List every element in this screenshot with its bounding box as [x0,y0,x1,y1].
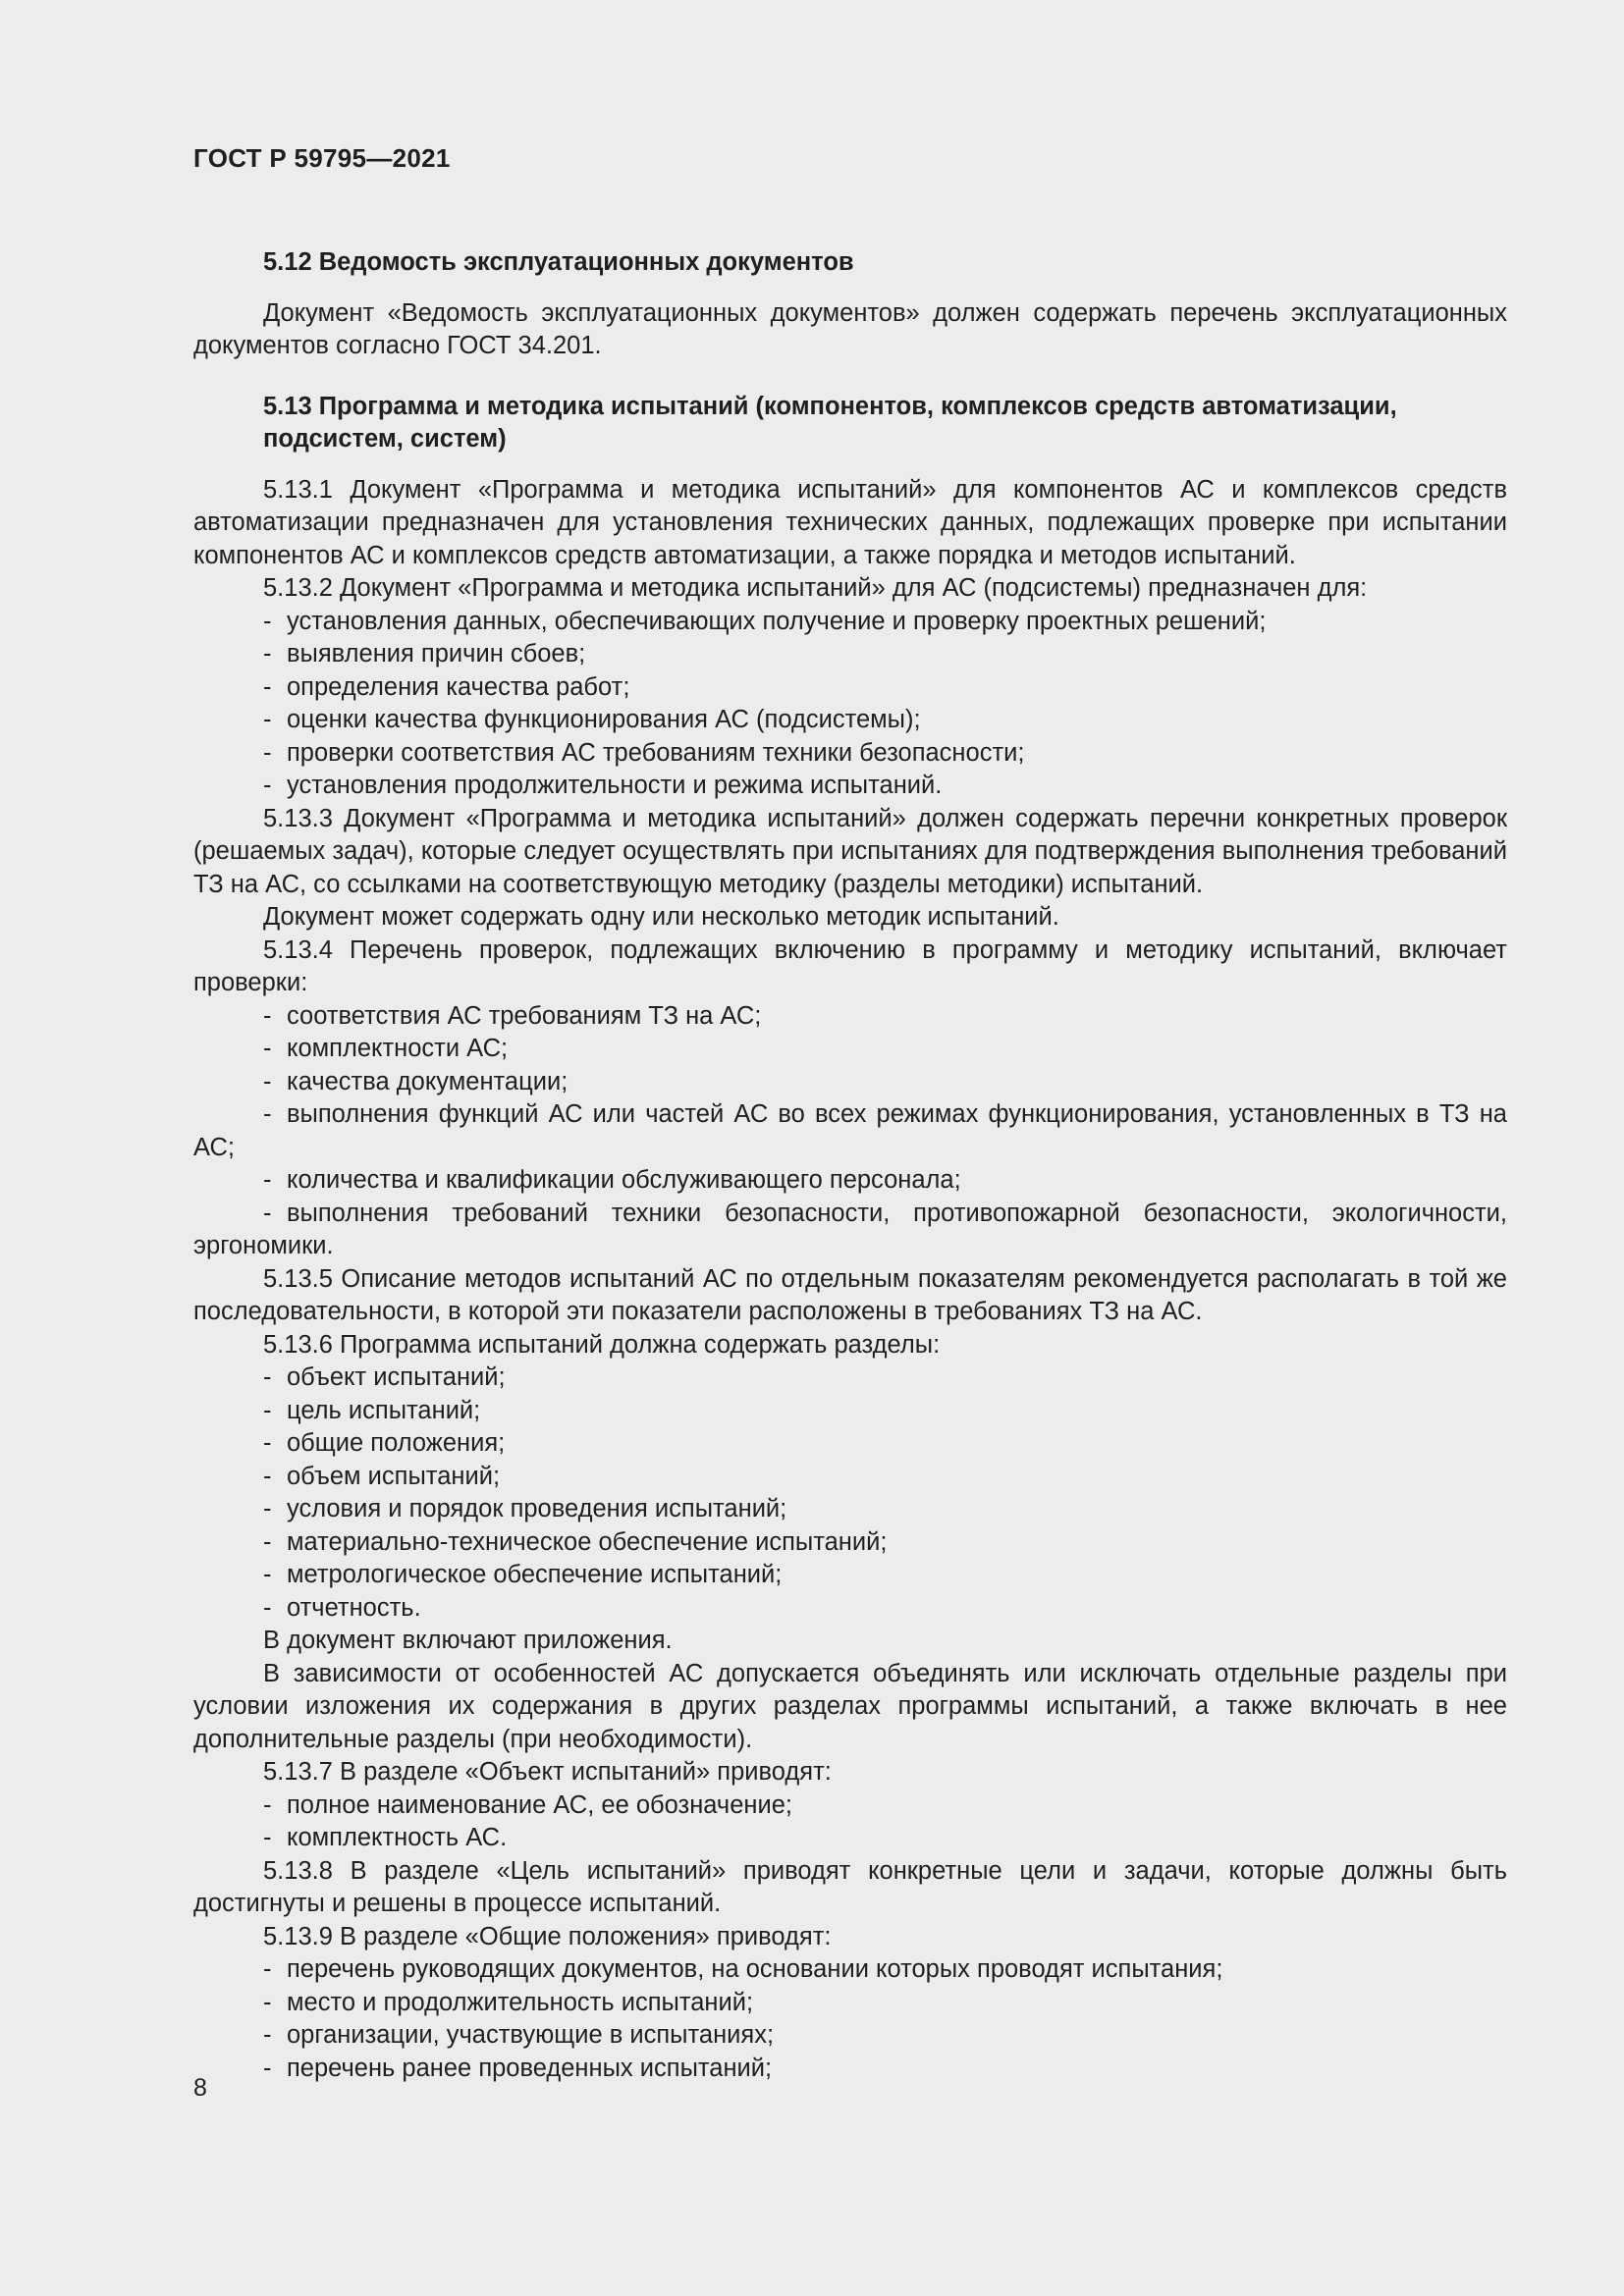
list-item-text: установления данных, обеспечивающих получение и проверку проектных решений; [287,607,1267,635]
list-item-text: организации, участвующие в испытаниях; [287,2021,775,2049]
list-item [193,737,1507,771]
list-item [193,1098,1507,1164]
list-item [193,1493,1507,1526]
list-dash: - [263,1593,272,1622]
list-dash: - [263,1790,272,1819]
list-dash: - [263,640,272,667]
list-item [193,1987,1507,2020]
list-item [193,2019,1507,2053]
list-item [193,1000,1507,1034]
list-item [193,1362,1507,1395]
list-dash: - [263,1067,272,1095]
list-item-text: проверки соответствия АС требованиям техники безопасности; [287,738,1025,767]
list-item-text: определения качества работ; [287,672,630,701]
paragraph: 5.13.4 Перечень проверок, подлежащих включению в программу и методику испытаний, включает проверки: [193,935,1507,996]
section-heading: 5.12 Ведомость эксплуатационных документов [263,248,854,276]
list-item [193,638,1507,671]
list-item-text: место и продолжительность испытаний; [287,1988,754,2016]
section-heading: 5.13 Программа и методика испытаний (компонентов, комплексов средств автоматизации, подсистем, систем) [263,392,1397,453]
list-dash: - [263,1100,272,1128]
list-dash: - [263,1988,272,2016]
list-dash: - [263,1462,272,1490]
list-item [193,1526,1507,1560]
list-item [193,1559,1507,1592]
paragraph: 5.13.1 Документ «Программа и методика испытаний» для компонентов АС и комплексов средств автоматизации предназначен для установления технических данных, подлежащих проверке при испытании компонентов АС и комплексов средств автоматизации, а также порядка и методов испытаний. [193,475,1507,569]
list-dash: - [263,1561,272,1588]
list-item-text: цель испытаний; [287,1396,481,1424]
list-item [193,1164,1507,1198]
list-dash: - [263,607,272,635]
list-dash: - [263,2021,272,2049]
list-item-text: соответствия АС требованиям ТЗ на АС; [287,1001,762,1030]
document-body [193,246,1507,2085]
paragraph: 5.13.6 Программа испытаний должна содержать разделы: [263,1330,941,1359]
list-dash: - [263,1035,272,1062]
list-item [193,1461,1507,1494]
paragraph: 5.13.8 В разделе «Цель испытаний» приводят конкретные цели и задачи, которые должны быть достигнуты и решены в процессе испытаний. [193,1856,1507,1917]
list-dash: - [263,2054,272,2082]
list-item [193,671,1507,705]
list-item-text: выполнения требований техники безопасности, противопожарной безопасности, экологичности, эргономики. [193,1199,1507,1259]
list-item-text: выявления причин сбоев; [287,640,586,667]
list-item-text: комплектность АС. [287,1824,508,1851]
list-item-text: выполнения функций АС или частей АС во всех режимах функционирования, установленных в ТЗ на АС; [193,1100,1507,1161]
list-item [193,1427,1507,1461]
paragraph: Документ может содержать одну или несколько методик испытаний. [263,903,1059,931]
list-item [193,704,1507,737]
list-item-text: полное наименование АС, ее обозначение; [287,1790,792,1819]
list-item-text: качества документации; [287,1067,568,1095]
list-dash: - [263,706,272,733]
list-item-text: условия и порядок проведения испытаний; [287,1495,787,1522]
list-dash: - [263,1429,272,1457]
list-item [193,1592,1507,1626]
list-item-text: общие положения; [287,1429,506,1457]
list-dash: - [263,1527,272,1556]
list-dash: - [263,772,272,799]
list-item-text: объект испытаний; [287,1363,506,1391]
list-item [193,606,1507,639]
list-item [193,1822,1507,1855]
list-dash: - [263,738,272,767]
list-dash: - [263,1001,272,1030]
list-item-text: метрологическое обеспечение испытаний; [287,1561,783,1588]
list-dash: - [263,1199,272,1227]
list-item [193,770,1507,803]
list-dash: - [263,1955,272,1983]
list-item-text: оценки качества функционирования АС (подсистемы); [287,706,921,733]
document-header: ГОСТ Р 59795—2021 [193,143,451,173]
list-dash: - [263,1495,272,1522]
list-item-text: перечень руководящих документов, на основании которых проводят испытания; [287,1955,1223,1983]
paragraph: 5.13.7 В разделе «Объект испытаний» приводят: [263,1758,832,1786]
paragraph: 5.13.2 Документ «Программа и методика испытаний» для АС (подсистемы) предназначен для: [263,574,1368,602]
list-dash: - [263,672,272,701]
list-item [193,2053,1507,2086]
list-dash: - [263,1396,272,1424]
paragraph: В зависимости от особенностей АС допускается объединять или исключать отдельные разделы при условии изложения их содержания в других разделах программы испытаний, а также включать в нее дополнительные разделы (при необходимости). [193,1659,1507,1753]
list-item-text: установления продолжительности и режима испытаний. [287,772,943,799]
list-item [193,1395,1507,1428]
list-item [193,1198,1507,1263]
list-item-text: отчетность. [287,1593,421,1622]
list-item [193,1789,1507,1823]
list-item-text: количества и квалификации обслуживающего персонала; [287,1166,961,1194]
list-item-text: комплектности АС; [287,1035,509,1062]
list-dash: - [263,1166,272,1194]
page-number: 8 [193,2074,207,2102]
paragraph: 5.13.5 Описание методов испытаний АС по отдельным показателям рекомендуется располагать в той же последовательности, в которой эти показатели расположены в требованиях ТЗ на АС. [193,1264,1507,1325]
document-page [193,143,1507,2085]
list-dash: - [263,1824,272,1851]
list-item [193,1066,1507,1099]
paragraph: Документ «Ведомость эксплуатационных документов» должен содержать перечень эксплуатационных документов согласно ГОСТ 34.201. [193,298,1507,359]
paragraph: В документ включают приложения. [263,1627,673,1654]
list-item-text: материально-техническое обеспечение испытаний; [287,1527,888,1556]
list-item [193,1033,1507,1066]
list-item-text: объем испытаний; [287,1462,501,1490]
list-dash: - [263,1363,272,1391]
paragraph: 5.13.3 Документ «Программа и методика испытаний» должен содержать перечни конкретных проверок (решаемых задач), которые следует осуществлять при испытаниях для подтверждения выполнения требований ТЗ на АС, со ссылками на соответствующую методику (разделы методики) испытаний. [193,804,1507,898]
list-item [193,1953,1507,1987]
list-item-text: перечень ранее проведенных испытаний; [287,2054,773,2082]
paragraph: 5.13.9 В разделе «Общие положения» приводят: [263,1922,832,1950]
